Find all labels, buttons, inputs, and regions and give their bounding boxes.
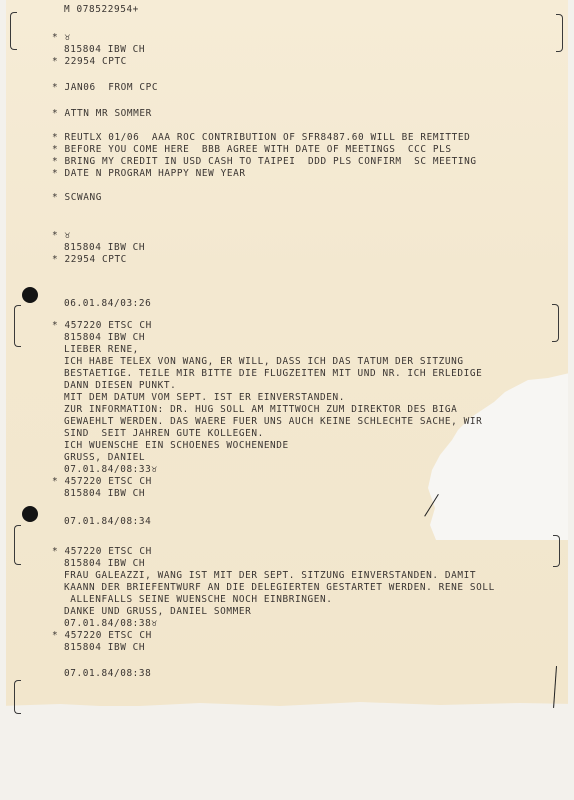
telex-line: * 457220 ETSC CH (52, 546, 152, 557)
telex-line: * JAN06 FROM CPC (52, 82, 159, 93)
timestamp: 07.01.84/08:33♉ (64, 464, 158, 475)
telex-line: * ATTN MR SOMMER (52, 108, 152, 119)
telex-line: LIEBER RENE, (64, 344, 139, 355)
telex-line: GEWAEHLT WERDEN. DAS WAERE FUER UNS AUCH KEINE SCHLECHTE SACHE, WIR (64, 416, 483, 427)
telex-line: * BRING MY CREDIT IN USD CASH TO TAIPEI DDD PLS CONFIRM SC MEETING (52, 156, 477, 167)
margin-bracket (552, 304, 559, 342)
telex-line: * ♉ (52, 32, 71, 43)
telex-line: 815804 IBW CH (64, 332, 146, 343)
punch-hole-dot (22, 506, 38, 522)
telex-line: MIT DEM DATUM VOM SEPT. IST ER EINVERSTANDEN. (64, 392, 345, 403)
header-id: M 078522954+ (64, 4, 139, 15)
timestamp: 07.01.84/08:38♉ (64, 618, 158, 629)
punch-hole-dot (22, 287, 38, 303)
telex-line: KAANN DER BRIEFENTWURF AN DIE DELEGIERTEN GESTARTET WERDEN. RENE SOLL (64, 582, 495, 593)
telex-line: * 457220 ETSC CH (52, 630, 152, 641)
timestamp: 07.01.84/08:34 (64, 516, 152, 527)
telex-line: 815804 IBW CH (64, 242, 146, 253)
telex-line: * SCWANG (52, 192, 102, 203)
timestamp: 06.01.84/03:26 (64, 298, 152, 309)
telex-line: * REUTLX 01/06 AAA ROC CONTRIBUTION OF SFR8487.60 WILL BE REMITTED (52, 132, 471, 143)
telex-line: * 457220 ETSC CH (52, 476, 152, 487)
telex-line: FRAU GALEAZZI, WANG IST MIT DER SEPT. SITZUNG EINVERSTANDEN. DAMIT (64, 570, 477, 581)
telex-line: ALLENFALLS SEINE WUENSCHE NOCH EINBRINGEN. (64, 594, 333, 605)
telex-line: 815804 IBW CH (64, 558, 146, 569)
margin-bracket (553, 535, 560, 567)
telex-line: DANKE UND GRUSS, DANIEL SOMMER (64, 606, 252, 617)
margin-bracket (556, 14, 563, 52)
telex-line: * 457220 ETSC CH (52, 320, 152, 331)
margin-bracket (10, 12, 17, 50)
telex-line: BESTAETIGE. TEILE MIR BITTE DIE FLUGZEITEN MIT UND NR. ICH ERLEDIGE (64, 368, 483, 379)
telex-line: GRUSS, DANIEL (64, 452, 146, 463)
telex-line: 815804 IBW CH (64, 44, 146, 55)
telex-line: ICH HABE TELEX VON WANG, ER WILL, DASS ICH DAS TATUM DER SITZUNG (64, 356, 464, 367)
telex-line: * 22954 CPTC (52, 254, 127, 265)
telex-line: ZUR INFORMATION: DR. HUG SOLL AM MITTWOCH ZUM DIREKTOR DES BIGA (64, 404, 458, 415)
telex-line: * BEFORE YOU COME HERE BBB AGREE WITH DATE OF MEETINGS CCC PLS (52, 144, 452, 155)
margin-bracket (14, 680, 21, 714)
telex-line: * 22954 CPTC (52, 56, 127, 67)
telex-line: * DATE N PROGRAM HAPPY NEW YEAR (52, 168, 246, 179)
telex-line: * ♉ (52, 230, 71, 241)
telex-line: DANN DIESEN PUNKT. (64, 380, 177, 391)
telex-line: ICH WUENSCHE EIN SCHOENES WOCHENENDE (64, 440, 289, 451)
telex-line: SIND SEIT JAHREN GUTE KOLLEGEN. (64, 428, 264, 439)
telex-line: 815804 IBW CH (64, 488, 146, 499)
margin-bracket (14, 305, 21, 347)
timestamp: 07.01.84/08:38 (64, 668, 152, 679)
telex-line: 815804 IBW CH (64, 642, 146, 653)
margin-bracket (14, 525, 21, 565)
